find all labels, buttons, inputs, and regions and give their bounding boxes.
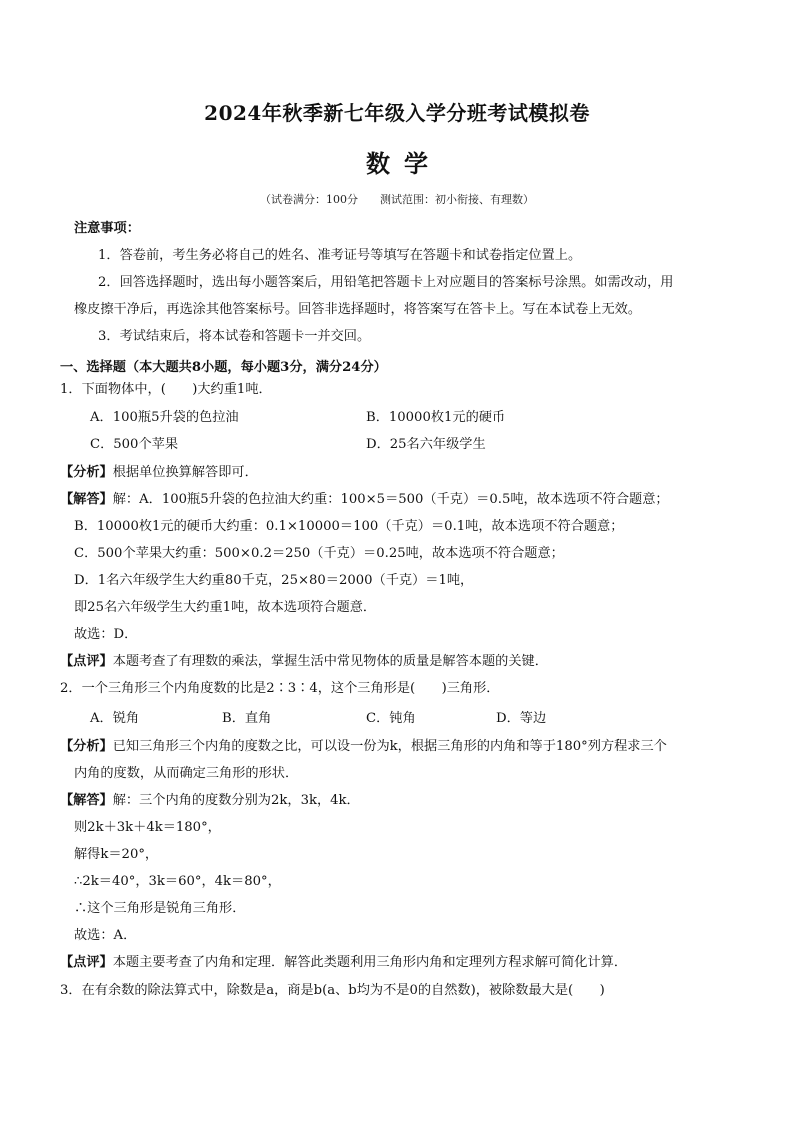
q1-choice: 故选：D． <box>74 627 138 642</box>
q1-answer-4: D．1名六年级学生大约重80千克，25×80＝2000（千克）＝1吨， <box>74 573 474 588</box>
exam-meta: （试卷满分：100分 测试范围：初小衔接、有理数） <box>260 193 534 206</box>
analysis-tag: 【分析】 <box>60 465 113 480</box>
q2-option-a: A．锐角 <box>90 711 140 726</box>
q2-comment-text: 本题主要考查了内角和定理．解答此类题利用三角形内角和定理列方程求解可简化计算． <box>112 955 628 970</box>
q2-analysis-2: 内角的度数，从而确定三角形的形状． <box>74 766 299 781</box>
section-heading: 一、选择题（本大题共8小题，每小题3分，满分24分） <box>60 360 387 375</box>
q3-stem: 3．在有余数的除法算式中，除数是a，商是b(a、b均为不是0的自然数)，被除数最大是( ) <box>60 983 605 998</box>
q2-answer-2: 则2k＋3k＋4k＝180°， <box>74 820 221 835</box>
q2-answer-1 <box>60 792 722 810</box>
comment-tag: 【点评】 <box>60 955 113 970</box>
notice-item-2-cont: 橡皮擦干净后，再选涂其他答案标号。回答非选择题时，将答案写在答卡上。写在本试卷上无效。 <box>74 302 642 317</box>
q1-analysis-text: 根据单位换算解答即可． <box>112 465 258 480</box>
q1-option-b: B．10000枚1元的硬币 <box>366 410 506 425</box>
q1-answer-text-1: 解：A．100瓶5升袋的色拉油大约重：100×5＝500（千克）＝0.5吨，故本选项不符合题意； <box>112 492 669 507</box>
notice-item-1: 1．答卷前，考生务必将自己的姓名、准考证号等填写在答题卡和试卷指定位置上。 <box>98 248 582 263</box>
q2-answer-4: ∴2k＝40°，3k＝60°，4k＝80°， <box>74 874 281 889</box>
notice-heading: 注意事项： <box>74 221 140 236</box>
notice-item-3: 3．考试结束后，将本试卷和答题卡一并交回。 <box>98 329 371 344</box>
q1-stem: 1．下面物体中，( )大约重1吨． <box>60 382 272 397</box>
q1-option-c: C．500个苹果 <box>90 437 179 452</box>
q1-comment <box>60 653 722 671</box>
notice-item-2: 2．回答选择题时，选出每小题答案后，用铅笔把答题卡上对应题目的答案标号涂黑。如需改动，用 <box>98 275 674 290</box>
q1-comment-text: 本题考查了有理数的乘法，掌握生活中常见物体的质量是解答本题的关键． <box>112 654 548 669</box>
q1-option-a: A．100瓶5升袋的色拉油 <box>90 410 239 425</box>
q2-option-c: C．钝角 <box>366 711 416 726</box>
q2-option-d: D．等边 <box>496 711 547 726</box>
q2-comment <box>60 954 722 972</box>
q1-answer-3: C．500个苹果大约重：500×0.2＝250（千克）＝0.25吨，故本选项不符合题意； <box>74 546 564 561</box>
q2-stem: 2．一个三角形三个内角度数的比是2∶3∶4，这个三角形是( )三角形． <box>60 681 500 696</box>
q1-analysis <box>60 464 722 482</box>
q2-choice: 故选：A． <box>74 928 137 943</box>
answer-tag: 【解答】 <box>60 793 113 808</box>
q2-answer-5: ∴这个三角形是锐角三角形． <box>74 901 246 916</box>
q2-analysis-text-1: 已知三角形三个内角的度数之比，可以设一份为k，根据三角形的内角和等于180°列方程求三个 <box>112 739 667 754</box>
q1-answer-2: B．10000枚1元的硬币大约重：0.1×10000＝100（千克）＝0.1吨，故本选项不符合题意； <box>74 519 624 534</box>
q2-answer-text-1: 解：三个内角的度数分别为2k，3k，4k． <box>112 793 360 808</box>
answer-tag: 【解答】 <box>60 492 113 507</box>
q2-answer-3: 解得k＝20°， <box>74 847 159 862</box>
q1-answer-1 <box>60 491 722 509</box>
q2-analysis-1 <box>60 738 722 756</box>
q2-option-b: B．直角 <box>222 711 272 726</box>
subject-title: 数学 <box>366 149 442 178</box>
q1-answer-5: 即25名六年级学生大约重1吨，故本选项符合题意． <box>74 600 377 615</box>
comment-tag: 【点评】 <box>60 654 113 669</box>
analysis-tag: 【分析】 <box>60 739 113 754</box>
exam-title: 2024年秋季新七年级入学分班考试模拟卷 <box>204 101 590 125</box>
q1-option-d: D．25名六年级学生 <box>366 437 486 452</box>
